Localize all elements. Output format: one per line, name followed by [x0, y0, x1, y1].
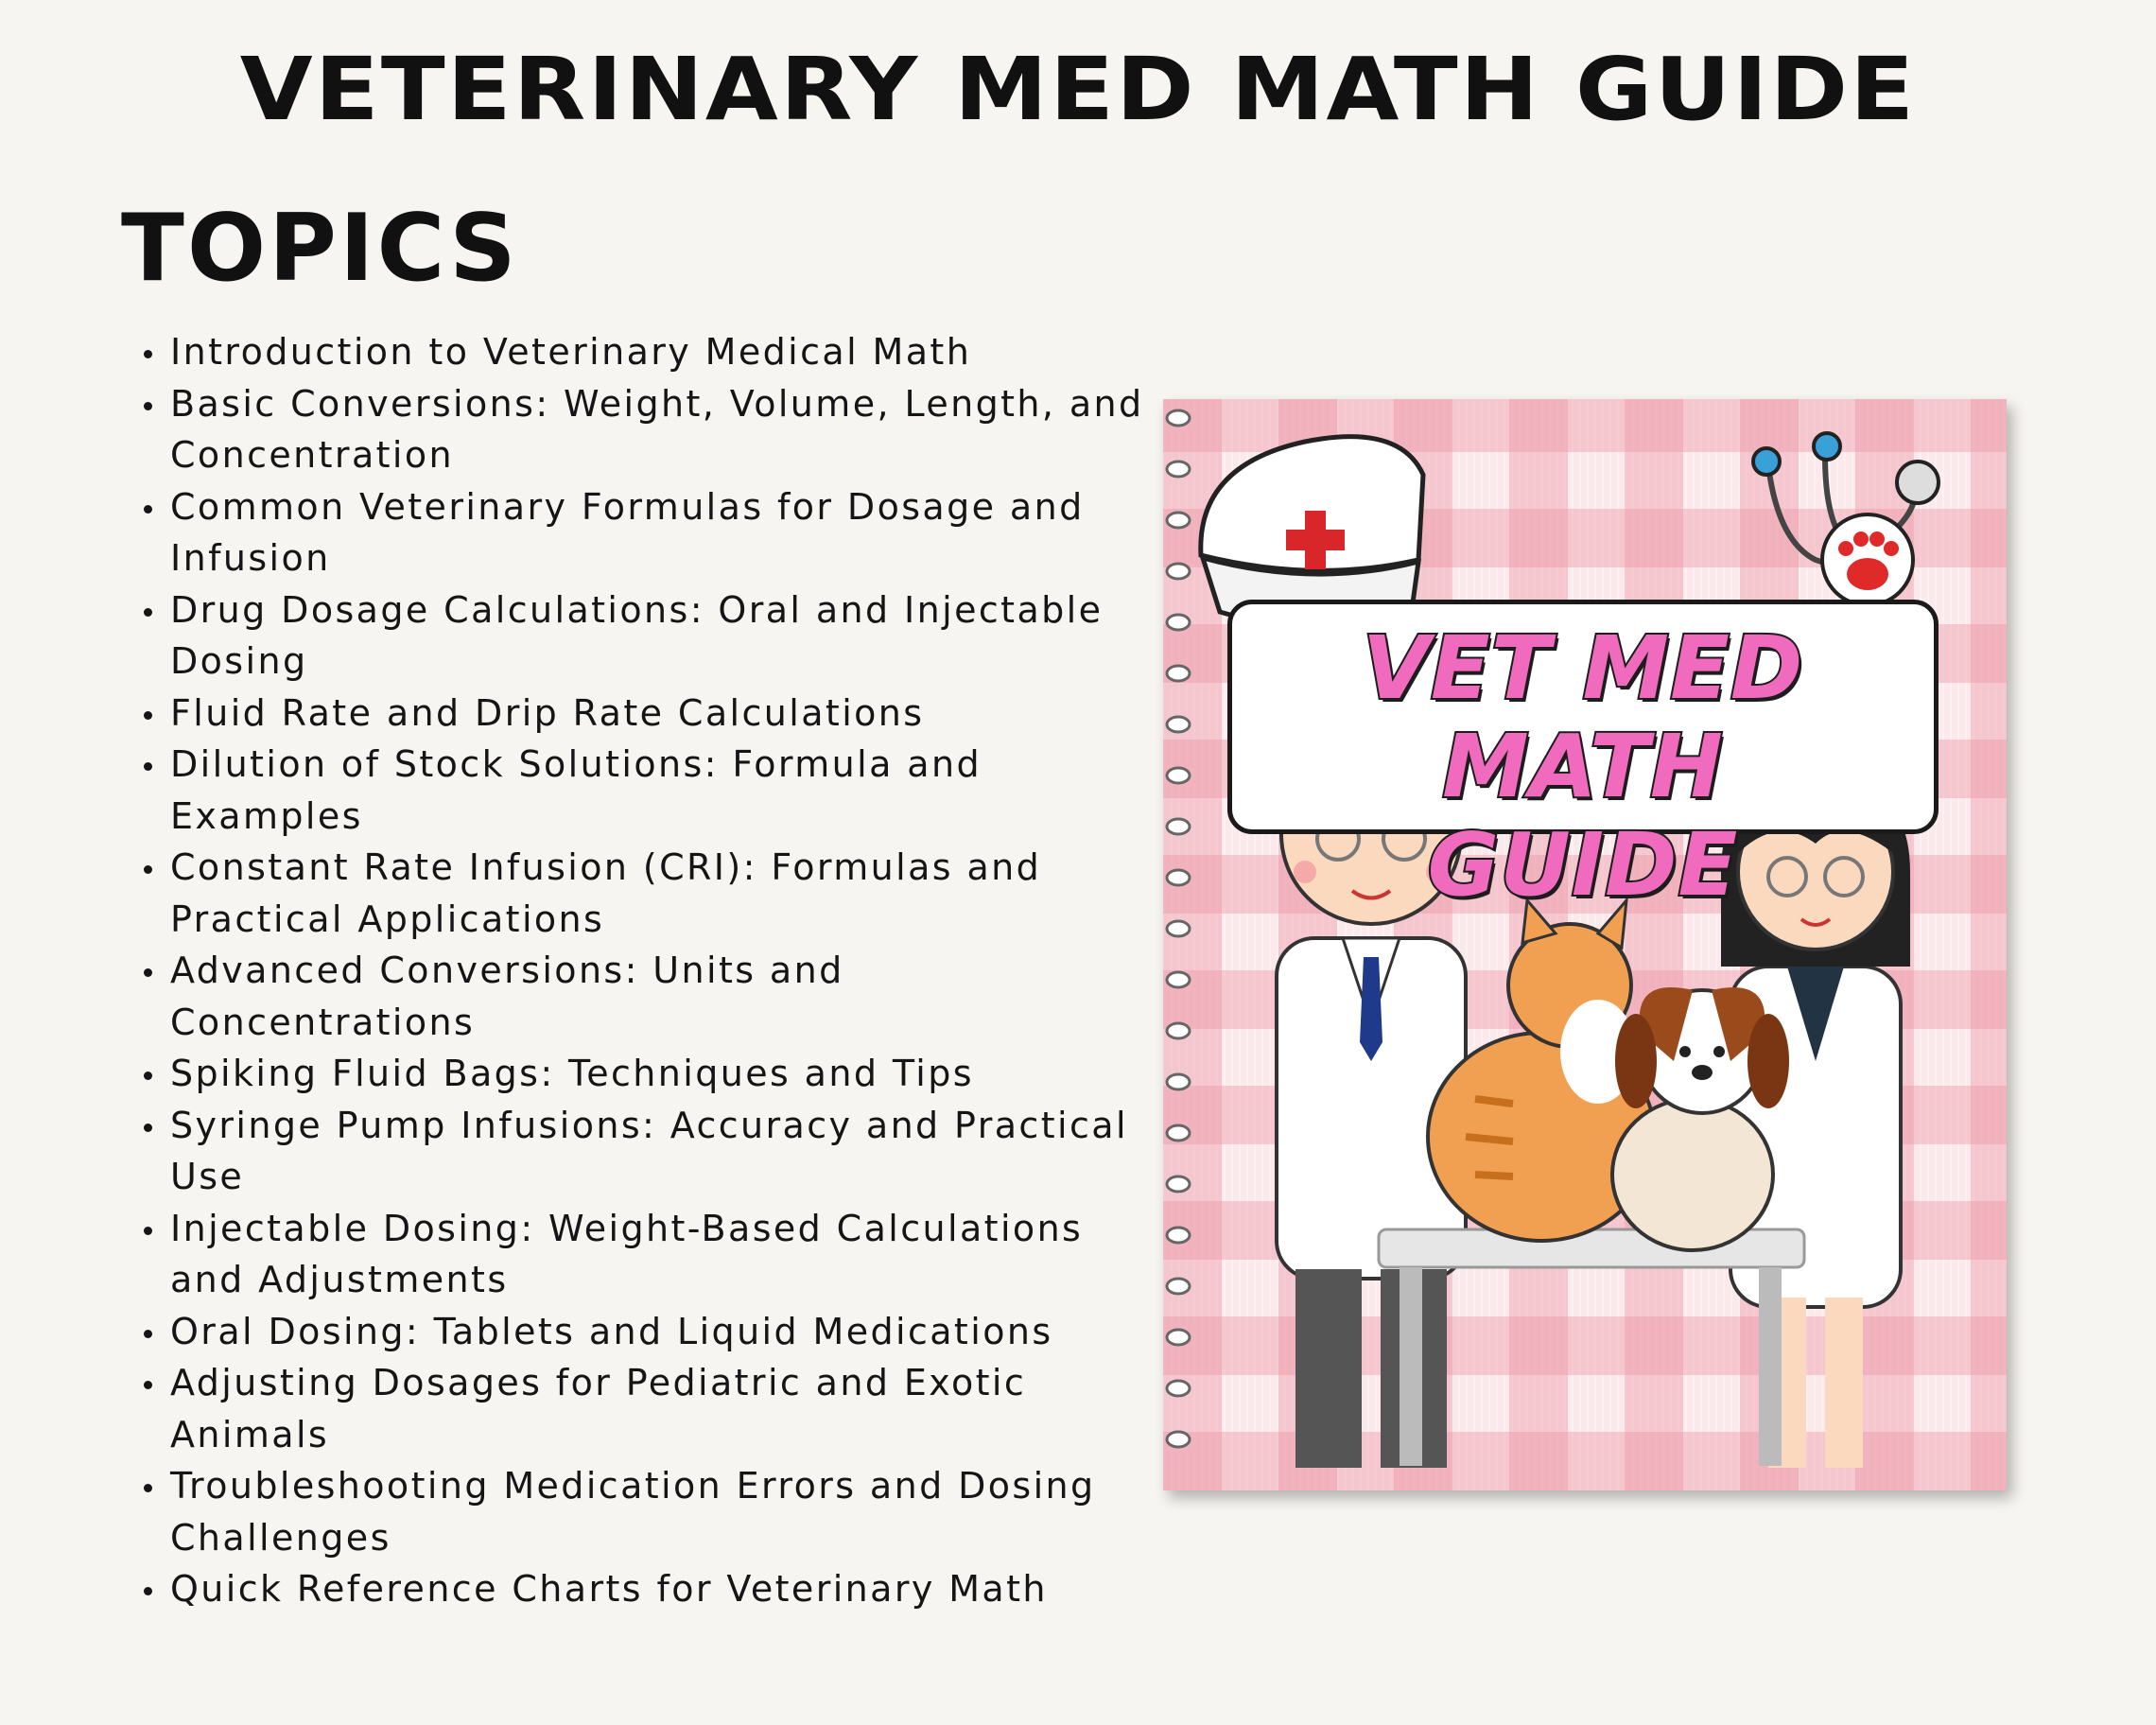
- list-item: Troubleshooting Medication Errors and Dosing Challenges: [170, 1460, 1154, 1563]
- cover-title-line2: GUIDE: [1427, 814, 1739, 915]
- cover-title-box: [1227, 600, 1939, 915]
- list-item: Dilution of Stock Solutions: Formula and Examples: [170, 739, 1154, 842]
- cover-illustration: [1163, 399, 2007, 1490]
- list-item: Oral Dosing: Tablets and Liquid Medications: [170, 1306, 1154, 1358]
- list-item: Introduction to Veterinary Medical Math: [170, 326, 1154, 378]
- list-item: Fluid Rate and Drip Rate Calculations: [170, 688, 1154, 740]
- topic-list: [142, 326, 1154, 1615]
- list-item: Common Veterinary Formulas for Dosage and Infusion: [170, 481, 1154, 584]
- list-item: Basic Conversions: Weight, Volume, Length, and Concentration: [170, 378, 1154, 481]
- cover-title-line1: VET MED MATH: [1362, 618, 1804, 817]
- paw-icon: [1822, 514, 1913, 605]
- list-item: Constant Rate Infusion (CRI): Formulas and Practical Applications: [170, 842, 1154, 945]
- topics-heading: TOPICS: [121, 195, 519, 303]
- list-item: Advanced Conversions: Units and Concentrations: [170, 945, 1154, 1048]
- page-title: VETERINARY MED MATH GUIDE: [239, 39, 1917, 140]
- list-item: Syringe Pump Infusions: Accuracy and Practical Use: [170, 1100, 1154, 1203]
- list-item: Spiking Fluid Bags: Techniques and Tips: [170, 1048, 1154, 1100]
- book-cover: [1163, 399, 2007, 1490]
- list-item: Injectable Dosing: Weight-Based Calculations and Adjustments: [170, 1203, 1154, 1306]
- list-item: Quick Reference Charts for Veterinary Math: [170, 1563, 1154, 1615]
- list-item: Drug Dosage Calculations: Oral and Injectable Dosing: [170, 584, 1154, 688]
- list-item: Adjusting Dosages for Pediatric and Exotic Animals: [170, 1357, 1154, 1460]
